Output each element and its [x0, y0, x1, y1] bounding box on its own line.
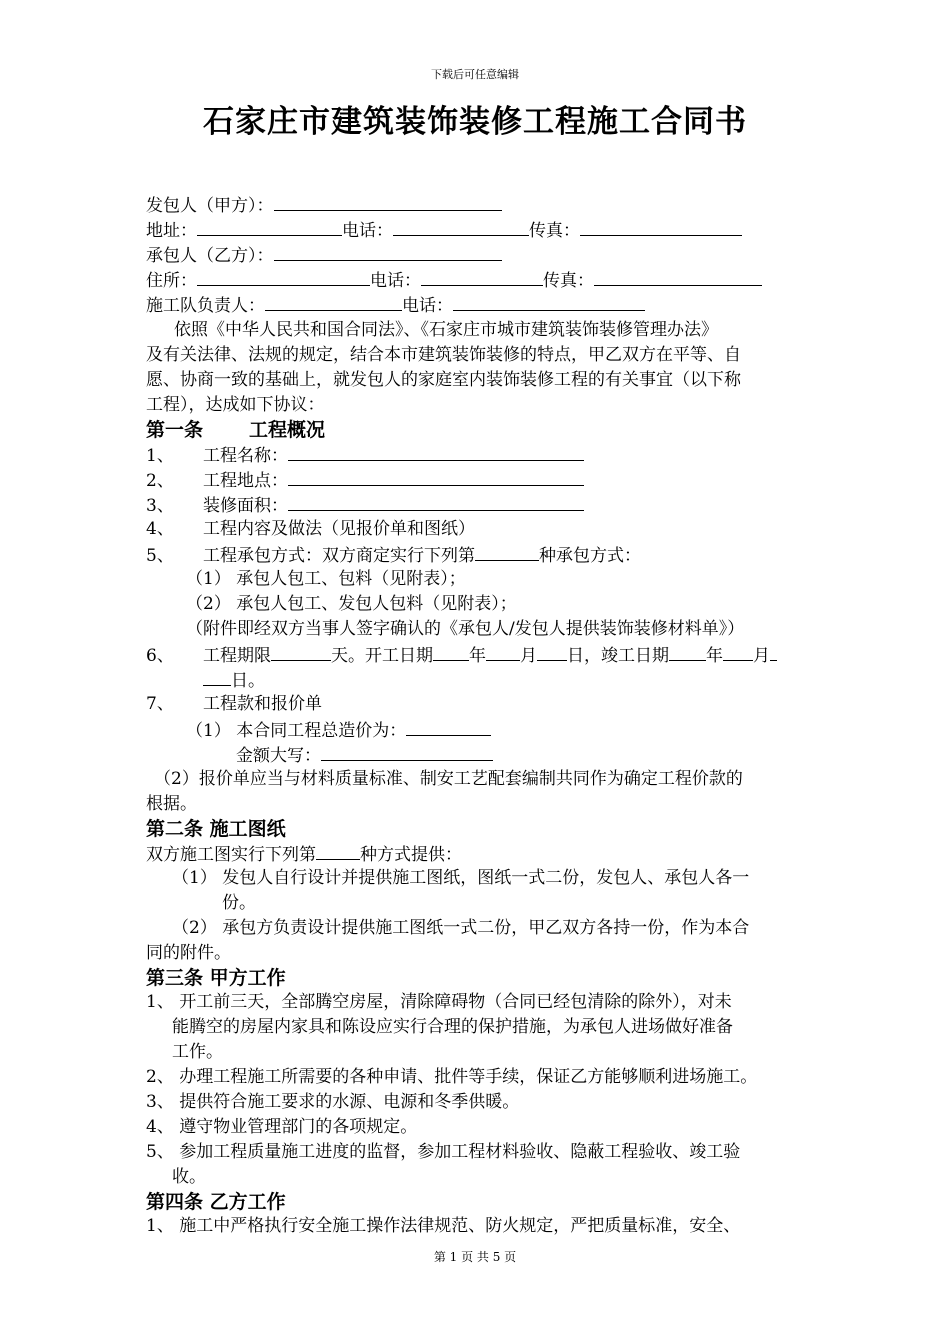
art1-option: （附件即经双方当事人签字确认的《承包人/发包人提供装饰装修材料单》） [186, 619, 745, 639]
residence-blank[interactable] [197, 267, 370, 286]
article-4-heading: 第四条 乙方工作 [146, 1191, 286, 1213]
contractor-blank[interactable] [274, 242, 502, 261]
art4-item: 1、 施工中严格执行安全施工操作法律规范、防火规定，严把质量标准，安全、 [146, 1216, 741, 1236]
art1-item: 2、 工程地点： [146, 467, 584, 493]
art1-price-words: 金额大写： [236, 742, 493, 768]
preamble-line: 及有关法律、法规的规定，结合本市建筑装饰装修的特点，甲乙双方在平等、自 [146, 345, 741, 365]
art1-item: 3、 装修面积： [146, 492, 584, 518]
art1-price: （1） 本合同工程总造价为： [186, 717, 491, 743]
end-year-blank[interactable] [669, 642, 706, 661]
art1-note: （2）报价单应当与材料质量标准、制安工艺配套编制共同作为确定工程价款的 [154, 769, 743, 789]
start-year-blank[interactable] [433, 642, 469, 661]
end-month-blank[interactable] [723, 642, 753, 661]
duration-blank[interactable] [271, 642, 331, 661]
art2-option: 份。 [222, 893, 256, 913]
page-footer: 第 1 页 共 5 页 [433, 1250, 517, 1264]
area-blank[interactable] [288, 492, 584, 511]
art1-item: 4、 工程内容及做法（见报价单和图纸） [146, 519, 475, 539]
page-title: 石家庄市建筑装饰装修工程施工合同书 [203, 104, 747, 140]
art3-item: 工作。 [172, 1042, 223, 1062]
leader-phone-blank[interactable] [453, 292, 645, 311]
address-line: 地址： 电话： 传真： [146, 217, 742, 243]
address-blank[interactable] [197, 217, 342, 236]
art2-option: （1） 发包人自行设计并提供施工图纸，图纸一式二份，发包人、承包人各一 [172, 868, 750, 888]
total-price-blank[interactable] [406, 717, 491, 736]
art2-option: （2） 承包方负责设计提供施工图纸一式二份，甲乙双方各持一份，作为本合 [172, 918, 750, 938]
header-note: 下载后可任意编辑 [431, 68, 519, 81]
art3-item: 2、 办理工程施工所需要的各种申请、批件等手续，保证乙方能够顺利进场施工。 [146, 1067, 758, 1087]
art1-option: （1） 承包人包工、包料（见附表）； [186, 569, 466, 589]
start-month-blank[interactable] [486, 642, 520, 661]
art1-item: 5、 工程承包方式：双方商定实行下列第 种承包方式： [146, 542, 641, 568]
contractor-line: 承包人（乙方）： [146, 242, 502, 268]
art1-item: 7、 工程款和报价单 [146, 694, 322, 714]
start-day-blank[interactable] [537, 642, 567, 661]
preamble-line: 愿、协商一致的基础上，就发包人的家庭室内装饰装修工程的有关事宜（以下称 [146, 370, 741, 390]
art1-option: （2） 承包人包工、发包人包料（见附表）； [186, 594, 517, 614]
project-location-blank[interactable] [288, 467, 584, 486]
art2-line: 双方施工图实行下列第 种方式提供： [146, 841, 462, 867]
fax-blank[interactable] [580, 217, 742, 236]
contract-mode-blank[interactable] [475, 542, 539, 561]
preamble-line: 工程），达成如下协议： [146, 395, 325, 415]
article-1-heading: 第一条 工程概况 [146, 419, 326, 441]
art1-item: 1、 工程名称： [146, 442, 584, 468]
art1-item: 6、 工程期限 天。开工日期 年 月 日，竣工日期 年 月 [146, 642, 777, 668]
art1-note: 根据。 [146, 794, 197, 814]
residence-fax-blank[interactable] [594, 267, 762, 286]
owner-blank[interactable] [274, 192, 502, 211]
residence-phone-blank[interactable] [421, 267, 543, 286]
project-name-blank[interactable] [288, 442, 584, 461]
art1-item-cont: 日。 [203, 667, 265, 693]
phone-blank[interactable] [393, 217, 529, 236]
owner-line: 发包人（甲方）： [146, 192, 502, 218]
article-3-heading: 第三条 甲方工作 [146, 967, 286, 989]
art3-item: 3、 提供符合施工要求的水源、电源和冬季供暖。 [146, 1092, 520, 1112]
art3-item: 能腾空的房屋内家具和陈设应实行合理的保护措施，为承包人进场做好准备 [172, 1017, 733, 1037]
art3-item: 1、 开工前三天，全部腾空房屋，清除障碍物（合同已经包清除的除外），对未 [146, 992, 732, 1012]
leader-line: 施工队负责人： 电话： [146, 292, 645, 318]
art3-item: 收。 [172, 1167, 206, 1187]
end-day-blank-b[interactable] [203, 667, 231, 686]
residence-line: 住所： 电话： 传真： [146, 267, 762, 293]
end-day-blank-a[interactable] [770, 642, 777, 661]
preamble-line: 依照《中华人民共和国合同法》、《石家庄市城市建筑装饰装修管理办法》 [174, 320, 718, 340]
drawing-mode-blank[interactable] [316, 841, 360, 860]
art3-item: 4、 遵守物业管理部门的各项规定。 [146, 1117, 418, 1137]
leader-blank[interactable] [265, 292, 402, 311]
art2-option: 同的附件。 [146, 943, 231, 963]
amount-words-blank[interactable] [321, 742, 493, 761]
art3-item: 5、 参加工程质量施工进度的监督，参加工程材料验收、隐蔽工程验收、竣工验 [146, 1142, 741, 1162]
article-2-heading: 第二条 施工图纸 [146, 818, 286, 840]
